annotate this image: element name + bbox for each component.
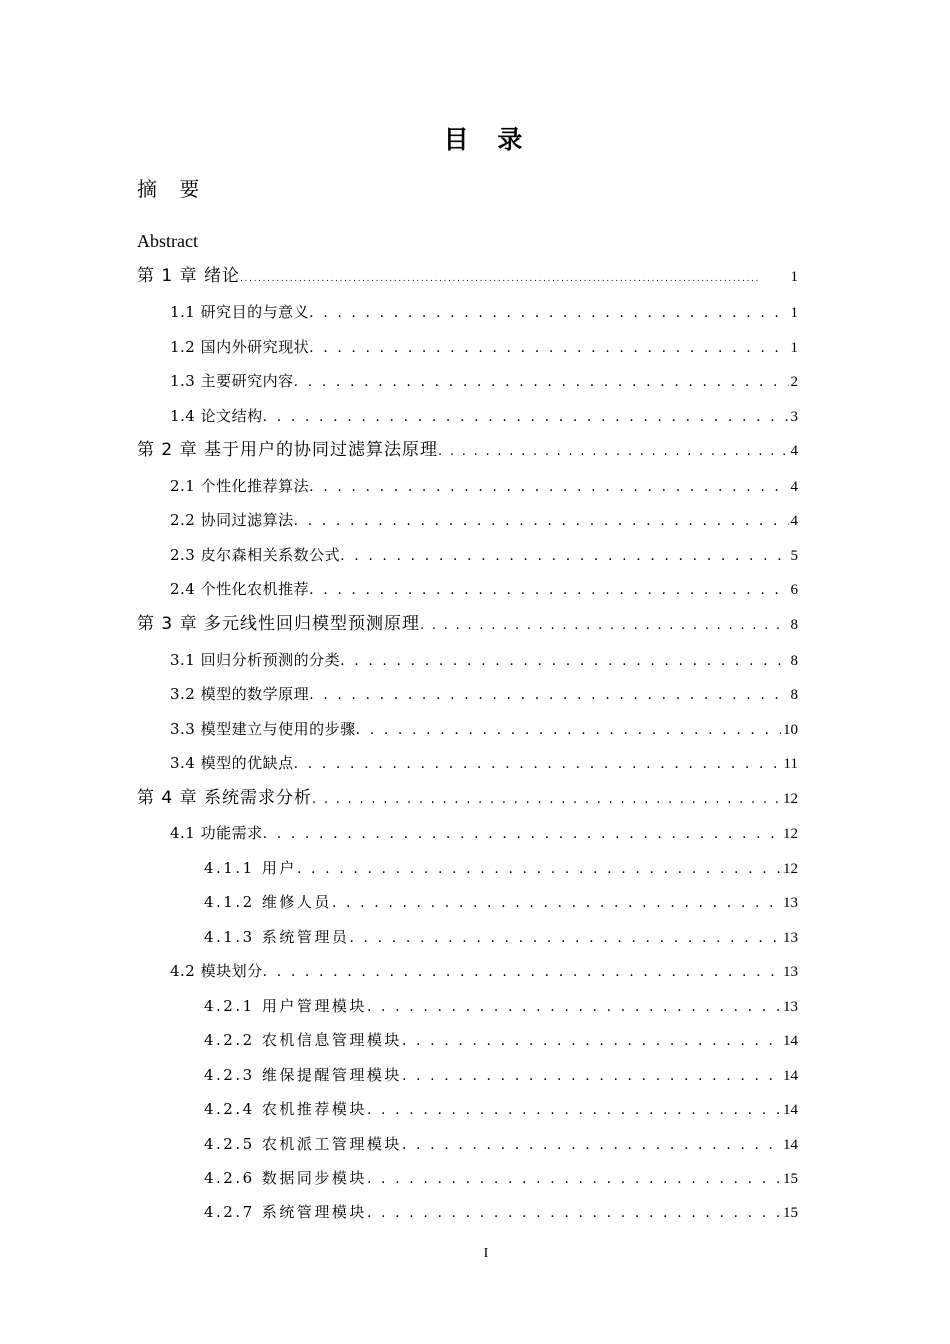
toc-section-3-4[interactable] <box>170 751 798 776</box>
toc-chapter-3[interactable] <box>137 612 798 638</box>
dot-leader <box>294 752 782 776</box>
toc-entry-page: 4 <box>790 513 798 529</box>
toc-entry-page: 4 <box>790 479 798 495</box>
dot-leader <box>438 440 788 464</box>
toc-section-1-3[interactable] <box>170 369 798 394</box>
toc-entry-label: 2.1 个性化推荐算法 <box>170 477 310 495</box>
toc-subsection-4-2-6[interactable] <box>204 1166 798 1191</box>
dot-leader <box>294 509 789 533</box>
toc-section-2-3[interactable] <box>170 543 798 568</box>
dot-leader <box>402 1029 781 1053</box>
toc-subsection-4-1-2[interactable] <box>204 890 798 915</box>
dot-leader <box>309 301 788 325</box>
toc-entry-page: 12 <box>783 861 798 877</box>
toc-entry-page: 13 <box>783 964 798 980</box>
dot-leader <box>349 926 781 950</box>
toc-subsection-4-2-7[interactable] <box>204 1200 798 1225</box>
toc-entry-page: 2 <box>790 374 798 390</box>
toc-entry-label: 第 3 章 多元线性回归模型预测原理 <box>137 614 421 634</box>
dot-leader <box>263 822 781 846</box>
dot-leader <box>402 1133 781 1157</box>
toc-abstract-english[interactable]: Abstract <box>137 231 198 251</box>
toc-subsection-4-2-1[interactable] <box>204 994 798 1019</box>
toc-entry-label: 4.2.5 农机派工管理模块 <box>204 1135 402 1153</box>
toc-section-4-1[interactable] <box>170 821 798 846</box>
dot-leader <box>367 1167 781 1191</box>
dot-leader <box>367 1098 781 1122</box>
toc-entry-label: 4.1.2 维修人员 <box>204 893 332 911</box>
toc-subsection-4-1-3[interactable] <box>204 925 798 950</box>
toc-entry-page: 14 <box>783 1137 798 1153</box>
dot-leader <box>309 336 788 360</box>
toc-entry-label: 1.3 主要研究内容 <box>170 372 294 390</box>
toc-entry-label: 1.2 国内外研究现状 <box>170 338 310 356</box>
toc-entry-label: 4.2.2 农机信息管理模块 <box>204 1031 402 1049</box>
toc-entry-label: 4.2.3 维保提醒管理模块 <box>204 1066 402 1084</box>
dot-leader <box>297 857 781 881</box>
toc-entry-label: 4.2 模块划分 <box>170 962 263 980</box>
toc-entry-label: 3.2 模型的数学原理 <box>170 685 310 703</box>
toc-section-3-2[interactable] <box>170 682 798 707</box>
toc-entry-page: 14 <box>783 1068 798 1084</box>
toc-section-2-4[interactable] <box>170 577 798 602</box>
toc-entry-page: 1 <box>790 305 798 321</box>
toc-entry-page: 8 <box>790 687 798 703</box>
toc-entry-page: 10 <box>783 722 798 738</box>
toc-entry-page: 12 <box>783 826 798 842</box>
toc-subsection-4-1-1[interactable] <box>204 856 798 881</box>
toc-entry-label: 4.2.4 农机推荐模块 <box>204 1100 367 1118</box>
toc-title: 目 录 <box>443 125 533 154</box>
dot-leader <box>240 267 788 291</box>
toc-section-3-1[interactable] <box>170 648 798 673</box>
toc-subsection-4-2-4[interactable] <box>204 1097 798 1122</box>
toc-entry-page: 6 <box>790 582 798 598</box>
toc-entry-page: 13 <box>783 930 798 946</box>
toc-entry-page: 14 <box>783 1033 798 1049</box>
toc-subsection-4-2-2[interactable] <box>204 1028 798 1053</box>
toc-section-1-1[interactable] <box>170 300 798 325</box>
toc-entry-label: 3.3 模型建立与使用的步骤 <box>170 720 356 738</box>
toc-chapter-1[interactable] <box>137 264 798 291</box>
toc-section-1-2[interactable] <box>170 335 798 360</box>
dot-leader <box>340 544 788 568</box>
toc-entry-page: 4 <box>790 443 798 459</box>
toc-section-2-2[interactable] <box>170 508 798 533</box>
toc-section-4-2[interactable] <box>170 959 798 984</box>
dot-leader <box>309 578 788 602</box>
toc-section-2-1[interactable] <box>170 474 798 499</box>
toc-entry-page: 5 <box>790 548 798 564</box>
toc-section-3-3[interactable] <box>170 717 798 742</box>
dot-leader <box>340 649 788 673</box>
toc-entry-label: 4.2.6 数据同步模块 <box>204 1169 367 1187</box>
toc-entry-page: 13 <box>783 895 798 911</box>
toc-entry-label: 4.1.3 系统管理员 <box>204 928 350 946</box>
toc-entry-page: 1 <box>790 340 798 356</box>
toc-entry-label: 1.1 研究目的与意义 <box>170 303 310 321</box>
toc-chapter-4[interactable] <box>137 786 798 812</box>
dot-leader <box>309 475 788 499</box>
dot-leader <box>312 788 781 812</box>
toc-entry-label: 4.2.7 系统管理模块 <box>204 1203 367 1221</box>
toc-entry-page: 15 <box>783 1171 798 1187</box>
toc-entry-page: 15 <box>783 1205 798 1221</box>
toc-entry-label: 第 2 章 基于用户的协同过滤算法原理 <box>137 440 439 460</box>
toc-entry-label: 2.3 皮尔森相关系数公式 <box>170 546 341 564</box>
dot-leader <box>294 370 789 394</box>
dot-leader <box>367 1201 781 1225</box>
dot-leader <box>263 405 789 429</box>
dot-leader <box>263 960 781 984</box>
toc-entry-page: 1 <box>790 269 798 285</box>
toc-entry-page: 11 <box>783 756 798 772</box>
toc-entry-page: 14 <box>783 1102 798 1118</box>
dot-leader <box>309 683 788 707</box>
toc-entry-label: 4.2.1 用户管理模块 <box>204 997 367 1015</box>
toc-entry-label: 3.4 模型的优缺点 <box>170 754 294 772</box>
toc-entry-label: 1.4 论文结构 <box>170 407 263 425</box>
toc-entry-label: 2.2 协同过滤算法 <box>170 511 294 529</box>
toc-entry-label: 3.1 回归分析预测的分类 <box>170 651 341 669</box>
page-number-footer: I <box>483 1246 489 1261</box>
toc-entry-label: 2.4 个性化农机推荐 <box>170 580 310 598</box>
dot-leader <box>402 1064 781 1088</box>
toc-entry-label: 第 1 章 绪论 <box>137 266 241 286</box>
toc-abstract-chinese[interactable]: 摘 要 <box>137 177 208 201</box>
dot-leader <box>367 995 781 1019</box>
toc-subsection-4-2-3[interactable] <box>204 1063 798 1088</box>
toc-chapter-2[interactable] <box>137 438 798 464</box>
dot-leader <box>420 614 788 638</box>
toc-entry-page: 8 <box>790 653 798 669</box>
toc-entry-label: 4.1 功能需求 <box>170 824 263 842</box>
toc-entry-page: 12 <box>783 791 798 807</box>
toc-entry-label: 第 4 章 系统需求分析 <box>137 788 313 808</box>
toc-entry-page: 3 <box>790 409 798 425</box>
dot-leader <box>356 718 781 742</box>
toc-subsection-4-2-5[interactable] <box>204 1132 798 1157</box>
toc-entry-page: 8 <box>790 617 798 633</box>
toc-entry-page: 13 <box>783 999 798 1015</box>
dot-leader <box>332 891 781 915</box>
toc-section-1-4[interactable] <box>170 404 798 429</box>
toc-entry-label: 4.1.1 用户 <box>204 859 297 877</box>
